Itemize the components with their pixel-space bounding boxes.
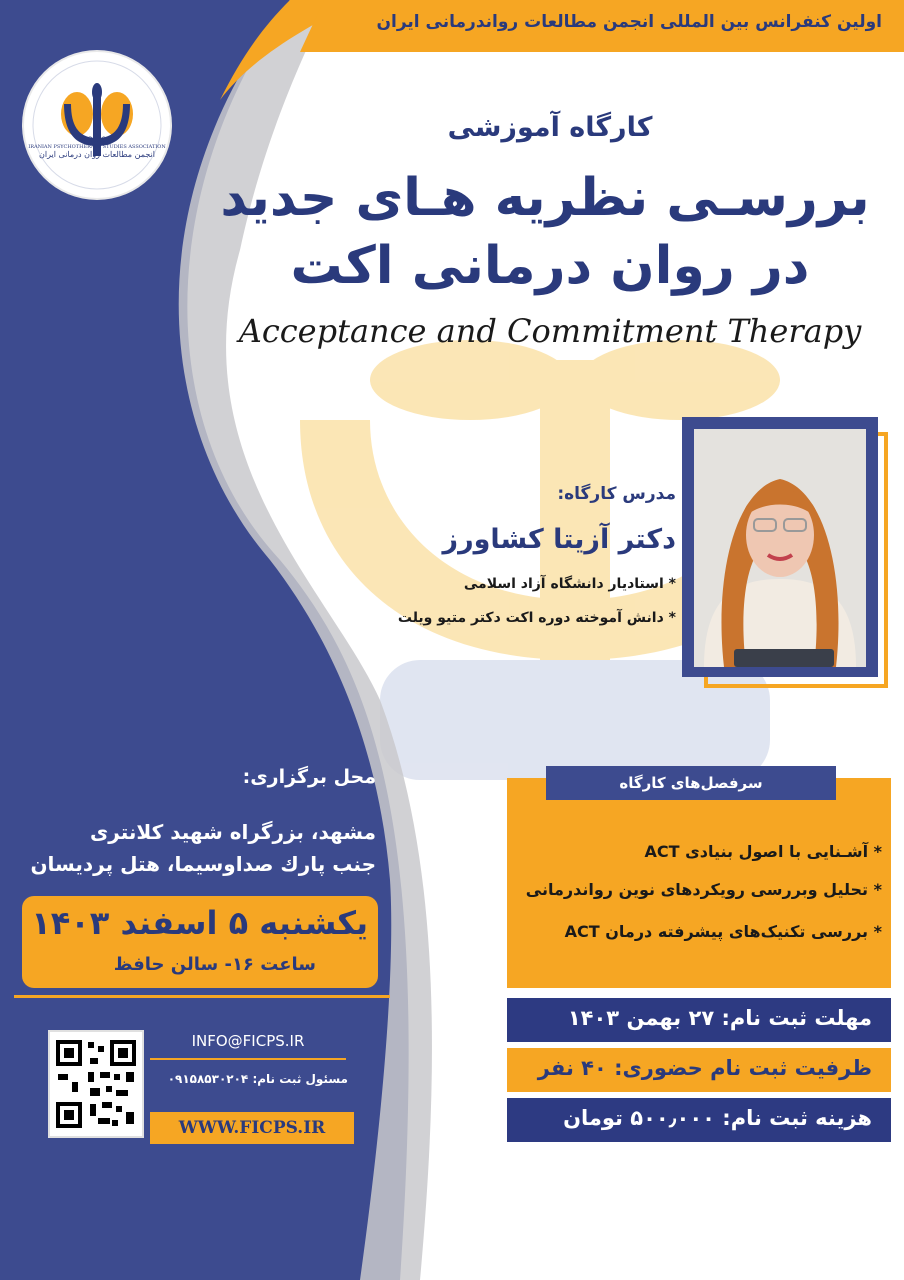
location-line2: جنب پارك صداوسیما، هتل پردیسان	[30, 852, 376, 876]
registration-fee: هزینه ثبت نام: ۵۰۰٫۰۰۰ تومان	[563, 1106, 872, 1130]
instructor-photo	[694, 429, 866, 667]
syllabus-header: سرفصل‌های کارگاه	[546, 766, 836, 800]
conference-title: اولین کنفرانس بین المللی انجمن مطالعات رواندرمانی ایران	[376, 12, 882, 32]
portrait-icon	[694, 429, 866, 667]
registration-deadline: مهلت ثبت نام: ۲۷ بهمن ۱۴۰۳	[567, 1006, 872, 1030]
workshop-subtitle: کارگاه آموزشی	[447, 112, 653, 143]
qr-code-icon	[50, 1032, 142, 1136]
psi-logo-icon	[24, 52, 170, 198]
workshop-title-english: Acceptance and Commitment Therapy	[238, 312, 862, 350]
syllabus-item: * تحلیل وبررسی رویکردهای نوین رواندرمانی	[525, 880, 882, 899]
location-label: محل برگزاری:	[242, 766, 376, 788]
location-line1: مشهد، بزرگراه شهید کلانتری	[89, 820, 376, 844]
contact-email[interactable]: INFO@FICPS.IR	[191, 1032, 305, 1050]
event-time: ساعت ۱۶- سالن حافظ	[113, 954, 316, 975]
instructor-credential: * دانش آموخته دوره اکت دکتر متیو ویلت	[397, 610, 676, 626]
logo-year: 2020	[88, 136, 106, 144]
association-logo	[24, 52, 170, 198]
workshop-title-line2: در روان درمانی اکت	[290, 236, 810, 296]
logo-caption	[24, 136, 170, 160]
date-divider	[14, 995, 390, 998]
workshop-title-line1: بررسـی نظریه هـای جدید	[220, 168, 870, 228]
syllabus-item: * آشـنایی با اصول بنیادی ACT	[644, 842, 882, 861]
logo-org-fa: انجمن مطالعات روان درمانی ایران	[39, 150, 155, 160]
instructor-credential: * استادیار دانشگاه آزاد اسلامی	[463, 576, 676, 592]
contact-website[interactable]: WWW.FICPS.IR	[178, 1118, 326, 1138]
event-date: یکشنبه ۵ اسفند ۱۴۰۳	[31, 904, 368, 942]
qr-code[interactable]	[50, 1032, 142, 1136]
registration-capacity: ظرفیت ثبت نام حضوری: ۴۰ نفر	[537, 1056, 872, 1080]
contact-phone[interactable]: مسئول ثبت نام: ۰۹۱۵۸۵۳۰۲۰۴	[167, 1072, 348, 1086]
syllabus-item: * بررسی تکنیک‌های پیشرفته درمان ACT	[564, 922, 882, 941]
instructor-name: دکتر آزیتا کشاورز	[442, 524, 676, 555]
instructor-label: مدرس کارگاه:	[557, 484, 676, 504]
contact-divider	[150, 1058, 346, 1060]
logo-org-en: IRANIAN PSYCHOTHERAPY STUDIES ASSOCIATION	[28, 144, 166, 151]
